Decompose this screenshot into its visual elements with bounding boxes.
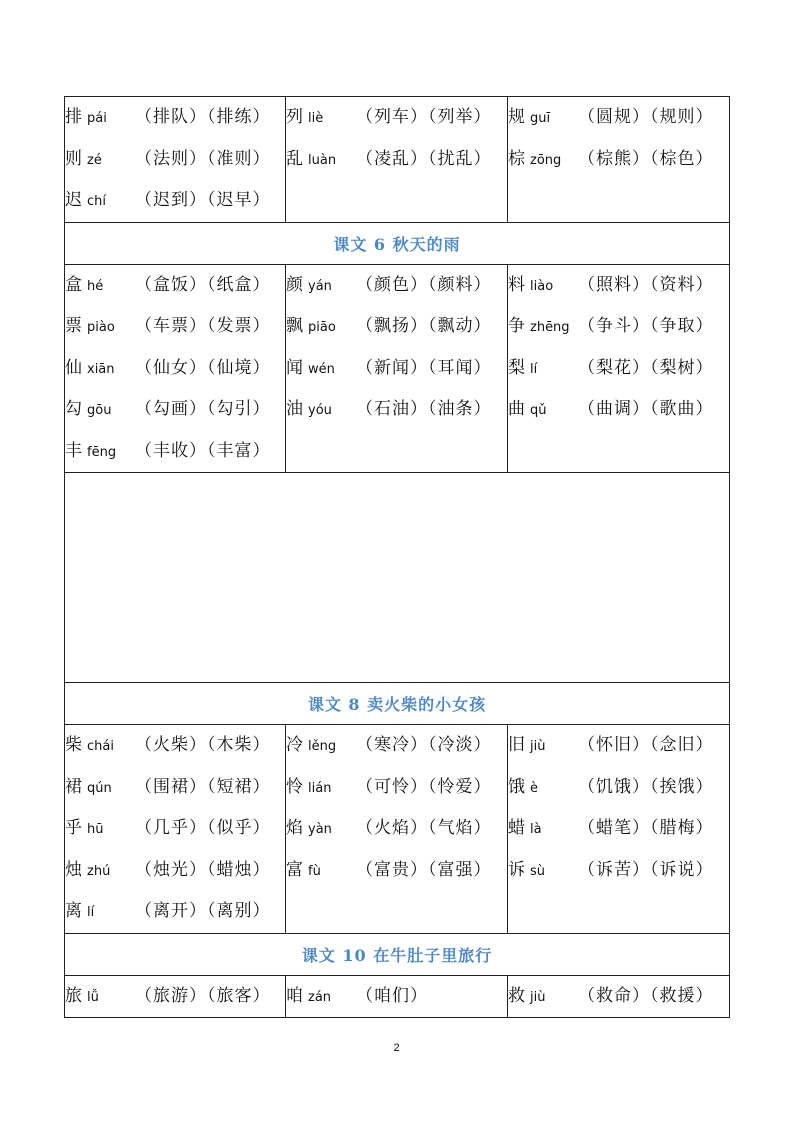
vocab-entry — [286, 850, 507, 892]
lesson-header-row — [65, 933, 730, 975]
character: 乎 — [65, 818, 82, 838]
word-examples: （饥饿）（挨饿） — [578, 776, 714, 797]
vocab-entry — [286, 97, 507, 139]
vocab-row — [65, 725, 730, 934]
pinyin: xiān — [87, 361, 115, 377]
vocab-entry — [65, 431, 285, 473]
pinyin: zán — [308, 989, 332, 1005]
word-examples: （富贵）（富强） — [356, 859, 492, 880]
vocab-column — [65, 975, 286, 1018]
character: 迟 — [65, 190, 82, 210]
lesson-header-row — [65, 222, 730, 264]
character: 救 — [508, 985, 525, 1006]
vocab-entry — [508, 767, 729, 809]
vocab-entry — [65, 808, 285, 850]
vocab-entry — [65, 389, 285, 431]
vocab-entry — [65, 97, 285, 139]
vocab-entry — [286, 808, 507, 850]
vocab-column — [286, 97, 508, 223]
word-examples: （排队）（排练） — [135, 107, 271, 127]
pinyin: fù — [308, 863, 321, 879]
vocab-entry — [508, 348, 729, 390]
character: 颜 — [286, 274, 303, 295]
pinyin: hé — [87, 278, 104, 294]
pinyin: luàn — [308, 152, 337, 168]
vocab-entry — [65, 767, 285, 809]
pinyin: lí — [87, 905, 95, 920]
vocab-entry — [65, 306, 285, 348]
vocab-entry — [286, 306, 507, 348]
word-examples: （可怜）（怜爱） — [356, 776, 492, 797]
pinyin: yán — [308, 278, 332, 294]
word-examples: （仙女）（仙境） — [135, 357, 271, 378]
pinyin: chái — [87, 739, 114, 754]
pinyin: chí — [87, 194, 106, 209]
character: 则 — [65, 148, 82, 169]
word-examples: （照料）（资料） — [578, 274, 714, 295]
word-examples: （颜色）（颜料） — [356, 274, 492, 295]
vocab-row — [65, 97, 730, 223]
character: 梨 — [508, 357, 525, 378]
pinyin: lǚ — [87, 989, 99, 1005]
character: 冷 — [286, 735, 303, 755]
character: 柴 — [65, 735, 82, 755]
character: 旧 — [508, 735, 525, 755]
word-examples: （烛光）（蜡烛） — [135, 859, 271, 880]
vocab-column — [508, 975, 730, 1018]
character: 丰 — [65, 440, 82, 461]
vocab-entry — [286, 348, 507, 390]
vocab-column — [286, 264, 508, 473]
pinyin: liè — [308, 111, 324, 126]
blank-cell — [65, 473, 730, 683]
vocab-entry — [65, 891, 285, 933]
vocab-entry — [65, 180, 285, 222]
vocab-entry — [286, 767, 507, 809]
character: 饿 — [508, 776, 525, 797]
lesson-header: 课文 8 卖火柴的小女孩 — [65, 683, 730, 725]
pinyin: piāo — [308, 320, 336, 335]
lesson-header: 课文 10 在牛肚子里旅行 — [65, 933, 730, 975]
pinyin: lí — [530, 361, 538, 377]
word-examples: （离开）（离别） — [135, 901, 271, 921]
word-examples: （几乎）（似乎） — [135, 818, 271, 838]
vocab-entry — [508, 265, 729, 307]
pinyin: fēng — [87, 444, 117, 460]
character: 料 — [508, 274, 525, 295]
vocab-entry — [286, 976, 507, 1018]
word-examples: （怀旧）（念旧） — [578, 735, 714, 755]
vocab-row — [65, 264, 730, 473]
word-examples: （列车）（列举） — [356, 107, 492, 127]
vocab-entry — [286, 389, 507, 431]
character: 咱 — [286, 985, 303, 1006]
word-examples: （蜡笔）（腊梅） — [578, 818, 714, 838]
vocabulary-table — [64, 96, 730, 1018]
character: 棕 — [508, 148, 525, 169]
vocab-entry — [65, 850, 285, 892]
word-examples: （争斗）（争取） — [578, 316, 714, 336]
character: 乱 — [286, 148, 303, 169]
vocab-entry — [286, 725, 507, 767]
vocab-column — [286, 975, 508, 1018]
pinyin: jiù — [530, 989, 546, 1005]
pinyin: liào — [530, 278, 554, 294]
character: 列 — [286, 107, 303, 127]
character: 票 — [65, 316, 82, 336]
pinyin: là — [530, 822, 542, 837]
character: 富 — [286, 859, 303, 880]
pinyin: hū — [87, 822, 104, 837]
word-examples: （丰收）（丰富） — [135, 440, 271, 461]
pinyin: jiù — [530, 739, 546, 754]
word-examples: （迟到）（迟早） — [135, 190, 271, 210]
pinyin: yóu — [308, 403, 332, 418]
character: 旅 — [65, 985, 82, 1006]
character: 闻 — [286, 357, 303, 378]
word-examples: （围裙）（短裙） — [135, 776, 271, 797]
word-examples: （火焰）（气焰） — [356, 818, 492, 838]
character: 烛 — [65, 859, 82, 880]
pinyin: gōu — [87, 403, 112, 418]
pinyin: yàn — [308, 822, 332, 837]
vocab-entry — [508, 808, 729, 850]
word-examples: （寒冷）（冷淡） — [356, 735, 492, 755]
word-examples: （车票）（发票） — [135, 316, 271, 336]
vocab-column — [65, 97, 286, 223]
character: 规 — [508, 107, 525, 127]
pinyin: zhú — [87, 863, 111, 879]
word-examples: （救命）（救援） — [578, 985, 714, 1006]
word-examples: （火柴）（木柴） — [135, 735, 271, 755]
character: 勾 — [65, 399, 82, 419]
vocab-entry — [508, 306, 729, 348]
character: 离 — [65, 901, 82, 921]
page-number: 2 — [393, 1042, 400, 1054]
word-examples: （梨花）（梨树） — [578, 357, 714, 378]
vocab-column — [65, 725, 286, 934]
character: 仙 — [65, 357, 82, 378]
word-examples: （新闻）（耳闻） — [356, 357, 492, 378]
word-examples: （石油）（油条） — [356, 399, 492, 419]
vocab-column — [508, 725, 730, 934]
pinyin: qún — [87, 780, 112, 796]
vocab-entry — [65, 265, 285, 307]
vocab-column — [286, 725, 508, 934]
character: 怜 — [286, 776, 303, 797]
word-examples: （旅游）（旅客） — [135, 985, 271, 1006]
vocab-entry — [508, 389, 729, 431]
pinyin: guī — [530, 111, 551, 126]
word-examples: （诉苦）（诉说） — [578, 859, 714, 880]
character: 争 — [508, 316, 525, 336]
vocab-column — [65, 264, 286, 473]
vocab-entry — [65, 725, 285, 767]
character: 蜡 — [508, 818, 525, 838]
vocab-entry — [508, 850, 729, 892]
vocab-column — [508, 264, 730, 473]
word-examples: （凌乱）（扰乱） — [356, 148, 492, 169]
pinyin: zōng — [530, 152, 562, 168]
vocab-entry — [65, 139, 285, 181]
vocab-entry — [286, 139, 507, 181]
word-examples: （法则）（准则） — [135, 148, 271, 169]
vocab-column — [508, 97, 730, 223]
pinyin: lěng — [308, 739, 337, 754]
pinyin: qǔ — [530, 403, 547, 418]
pinyin: pái — [87, 111, 107, 126]
word-examples: （盒饭）（纸盒） — [135, 274, 271, 295]
pinyin: zhēng — [530, 320, 570, 335]
word-examples: （咱们） — [356, 985, 428, 1006]
character: 焰 — [286, 818, 303, 838]
character: 飘 — [286, 316, 303, 336]
pinyin: sù — [530, 863, 546, 879]
vocab-entry — [508, 725, 729, 767]
character: 曲 — [508, 399, 525, 419]
pinyin: è — [530, 780, 538, 796]
vocab-row — [65, 975, 730, 1018]
character: 盒 — [65, 274, 82, 295]
word-examples: （圆规）（规则） — [578, 107, 714, 127]
vocab-entry — [508, 139, 729, 181]
vocab-entry — [286, 265, 507, 307]
blank-row — [65, 473, 730, 683]
character: 油 — [286, 399, 303, 419]
vocab-entry — [65, 348, 285, 390]
lesson-header: 课文 6 秋天的雨 — [65, 222, 730, 264]
word-examples: （棕熊）（棕色） — [578, 148, 714, 169]
character: 诉 — [508, 859, 525, 880]
lesson-header-row — [65, 683, 730, 725]
word-examples: （曲调）（歌曲） — [578, 399, 714, 419]
pinyin: zé — [87, 152, 102, 168]
vocab-entry — [508, 976, 729, 1018]
vocab-entry — [65, 976, 285, 1018]
pinyin: wén — [308, 361, 335, 377]
character: 裙 — [65, 776, 82, 797]
word-examples: （勾画）（勾引） — [135, 399, 271, 419]
pinyin: lián — [308, 780, 332, 796]
vocab-entry — [508, 97, 729, 139]
pinyin: piào — [87, 320, 115, 335]
character: 排 — [65, 107, 82, 127]
word-examples: （飘扬）（飘动） — [356, 316, 492, 336]
